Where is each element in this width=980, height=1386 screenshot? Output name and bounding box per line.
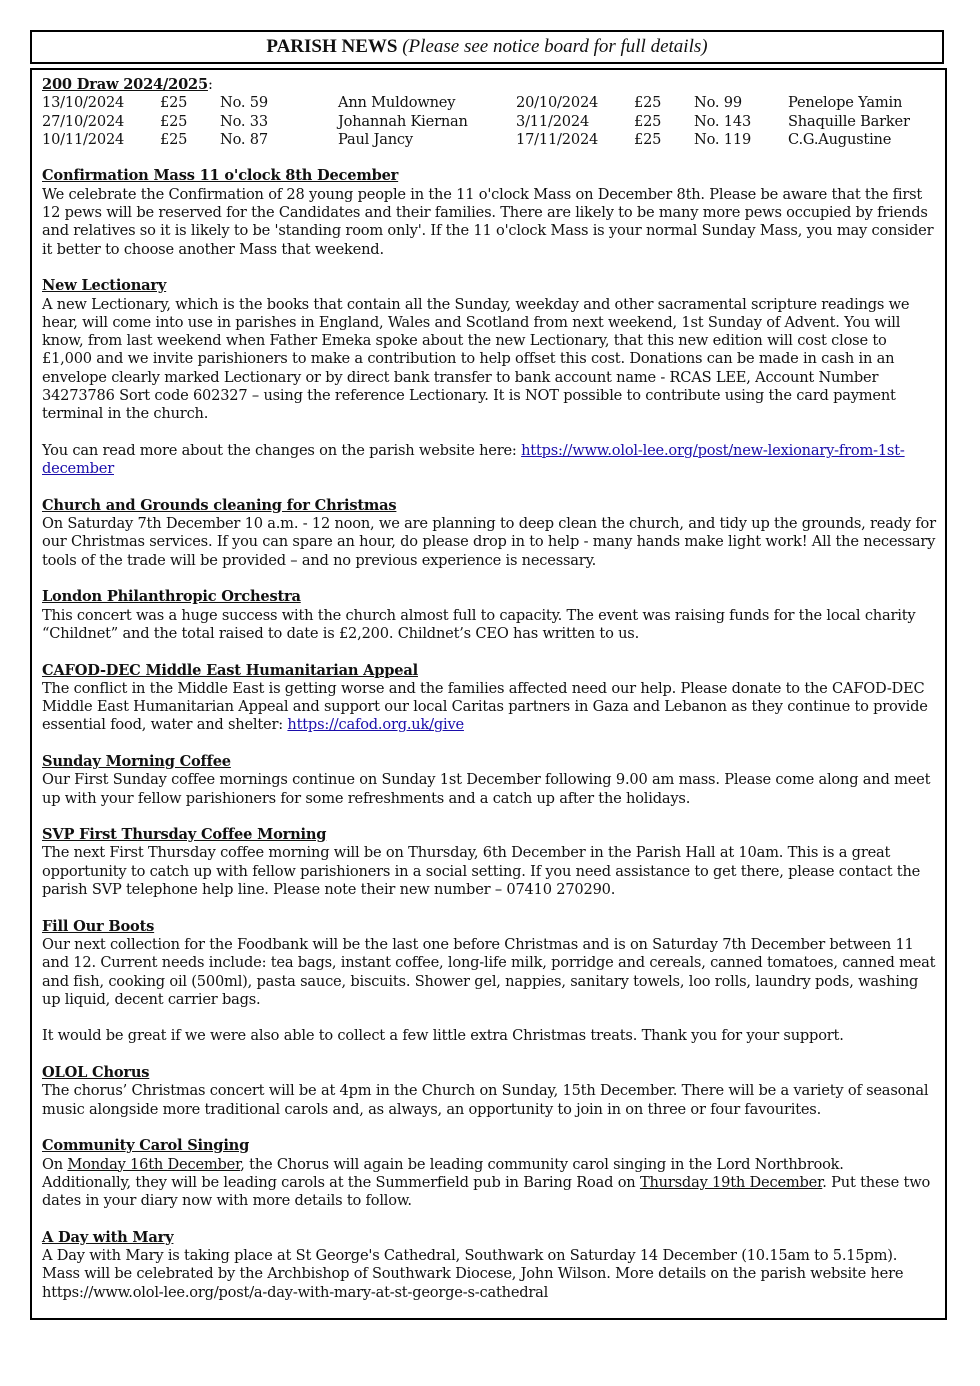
carols-text: On — [42, 1155, 68, 1173]
section-title: Sunday Morning Coffee — [42, 752, 231, 770]
boots-section — [42, 918, 937, 1046]
draw-prize: £25 — [634, 130, 662, 148]
section-body-more — [42, 442, 937, 479]
section-body — [42, 680, 937, 735]
section-body: The chorus’ Christmas concert will be at 4pm in the Church on Sunday, 15th December. There will be a variety of seasonal music alongside more traditional carols and, as always, an opportunity to join in on three or four favourites. — [42, 1082, 929, 1118]
mary-section — [42, 1229, 937, 1302]
draw-number: No. 33 — [220, 112, 268, 130]
page-title: PARISH NEWS — [266, 36, 398, 57]
table-row — [42, 113, 928, 131]
section-title: CAFOD-DEC Middle East Humanitarian Appeal — [42, 661, 418, 679]
carols-text: . Put these two dates in your diary now with more details to follow. — [42, 1173, 931, 1210]
cleaning-section — [42, 497, 937, 570]
cafod-link[interactable]: https://cafod.org.uk/give — [287, 716, 464, 734]
carols-text: , the Chorus will again be leading community carol singing in the Lord Northbrook. Additionally, they will be leading carols at the Summerfield pub in Baring Road on — [42, 1155, 844, 1191]
draw-prize: £25 — [160, 130, 188, 148]
draw-prize: £25 — [634, 112, 662, 130]
section-body: A new Lectionary, which is the books that contain all the Sunday, weekday and other sacramental scripture readings we hear, will come into use in parishes in England, Wales and Scotland from next weekend, 1st Sunday of Advent. You will know, from last weekend when Father Emeka spoke about the new Lectionary, that this new edition will cost close to £1,000 and we invite parishioners to make a contribution to help offset this cost. Donations can be made in cash in an envelope clearly marked Lectionary or by direct bank transfer to bank account name - RCAS LEE, Account Number 34273786 Sort code 602327 – using the reference Lectionary. It is NOT possible to contribute using the card payment terminal in the church. — [42, 295, 910, 423]
lectionary-section — [42, 277, 937, 478]
section-body: Our next collection for the Foodbank will be the last one before Christmas and is on Saturday 7th December between 11 and 12. Current needs include: tea bags, instant coffee, long-life milk, porridge and cereals, canned tomatoes, canned meat and fish, cooking oil (500ml), pasta sauce, biscuits. Shower gel, nappies, sanitary towels, loo rolls, laundry pods, washing up liquid, decent carrier bags. — [42, 935, 936, 1008]
orchestra-section — [42, 588, 937, 643]
draw-prize: £25 — [634, 94, 662, 112]
draw-prize: £25 — [160, 94, 188, 112]
section-title: SVP First Thursday Coffee Morning — [42, 826, 327, 844]
table-row — [42, 94, 928, 112]
draw-winner: Penelope Yamin — [788, 94, 903, 112]
draw-results-table — [42, 94, 928, 149]
confirmation-section — [42, 167, 937, 258]
draw-number: No. 143 — [694, 112, 752, 130]
table-row — [42, 131, 928, 149]
cafod-section — [42, 662, 937, 735]
draw-date: 27/10/2024 — [42, 112, 125, 130]
draw-date: 13/10/2024 — [42, 94, 125, 112]
cafod-text: The conflict in the Middle East is getting worse and the families affected need our help. Please donate to the CAFOD-DEC Middle East Humanitarian Appeal and support our local Caritas partners in Gaza and Lebanon as they continue to provide essential food, water and shelter: — [42, 679, 928, 734]
section-body: Our First Sunday coffee mornings continue on Sunday 1st December following 9.00 am mass. Please come along and meet up with your fellow parishioners for some refreshments and a catch up after the holidays. — [42, 771, 931, 807]
draw-title: 200 Draw 2024/2025 — [42, 76, 208, 93]
draw-number: No. 119 — [694, 130, 752, 148]
section-title: Fill Our Boots — [42, 917, 155, 935]
draw-number: No. 87 — [220, 130, 268, 148]
draw-winner: Johannah Kiernan — [338, 112, 468, 130]
section-title: New Lectionary — [42, 277, 167, 295]
section-body: We celebrate the Confirmation of 28 young people in the 11 o'clock Mass on December 8th. Please be aware that the first 12 pews will be reserved for the Candidates and their families. There are likely to be many more pews occupied by friends and relatives so it is likely to be 'standing room only'. If the 11 o'clock Mass is your normal Sunday Mass, you may consider it better to choose another Mass that weekend. — [42, 185, 934, 258]
carols-date-2: Thursday 19th December — [639, 1173, 823, 1191]
more-text: You can read more about the changes on the parish website here: — [42, 441, 522, 459]
section-body: On Saturday 7th December 10 a.m. - 12 noon, we are planning to deep clean the church, and tidy up the grounds, ready for our Christmas services. If you can spare an hour, do please drop in to help - many hands make light work! All the necessary tools of the trade will be provided – and no previous experience is necessary. — [42, 515, 936, 569]
draw-date: 10/11/2024 — [42, 130, 125, 148]
section-title: London Philanthropic Orchestra — [42, 588, 301, 606]
coffee-section — [42, 753, 937, 808]
section-body-2: It would be great if we were also able to collect a few little extra Christmas treats. Thank you for your support. — [42, 1027, 844, 1045]
draw-winner: Ann Muldowney — [338, 94, 456, 112]
draw-number: No. 99 — [694, 94, 742, 112]
draw-title-colon: : — [207, 76, 213, 93]
carols-section — [42, 1137, 937, 1210]
section-body: A Day with Mary is taking place at St George's Cathedral, Southwark on Saturday 14 December (10.15am to 5.15pm). Mass will be celebrated by the Archbishop of Southwark Diocese, John Wilson. More details on the parish website here — [42, 1247, 904, 1283]
section-title: Community Carol Singing — [42, 1137, 250, 1155]
news-content — [42, 76, 937, 1302]
draw-date: 20/10/2024 — [516, 94, 599, 112]
page-header — [30, 30, 944, 64]
draw-section — [42, 76, 937, 149]
section-title: OLOL Chorus — [42, 1064, 150, 1082]
section-body: This concert was a huge success with the church almost full to capacity. The event was raising funds for the local charity “Childnet” and the total raised to date is £2,200. Childnet’s CEO has written to us. — [42, 606, 916, 642]
draw-winner: Shaquille Barker — [788, 112, 910, 130]
section-title: A Day with Mary — [42, 1228, 174, 1246]
lectionary-link[interactable]: https://www.olol-lee.org/post/new-lexionary-from-1st-december — [42, 441, 905, 478]
section-title: Church and Grounds cleaning for Christmas — [42, 496, 397, 514]
draw-date: 3/11/2024 — [516, 112, 590, 130]
section-title: Confirmation Mass 11 o'clock 8th December — [42, 167, 399, 185]
draw-winner: Paul Jancy — [338, 130, 413, 148]
mary-url: https://www.olol-lee.org/post/a-day-with-mary-at-st-george-s-cathedral — [42, 1283, 549, 1301]
page-subtitle: (Please see notice board for full details) — [402, 36, 708, 57]
draw-number: No. 59 — [220, 94, 268, 112]
draw-date: 17/11/2024 — [516, 130, 599, 148]
chorus-section — [42, 1064, 937, 1119]
draw-prize: £25 — [160, 112, 188, 130]
section-body: The next First Thursday coffee morning will be on Thursday, 6th December in the Parish Hall at 10am. This is a great opportunity to catch up with fellow parishioners in a social setting. If you need assistance to get there, please contact the parish SVP telephone help line. Please note their new number – 07410 270290. — [42, 844, 921, 899]
draw-winner: C.G.Augustine — [788, 130, 892, 148]
carols-date-1: Monday 16th December — [67, 1155, 241, 1173]
section-body — [42, 1156, 937, 1211]
svp-section — [42, 826, 937, 899]
